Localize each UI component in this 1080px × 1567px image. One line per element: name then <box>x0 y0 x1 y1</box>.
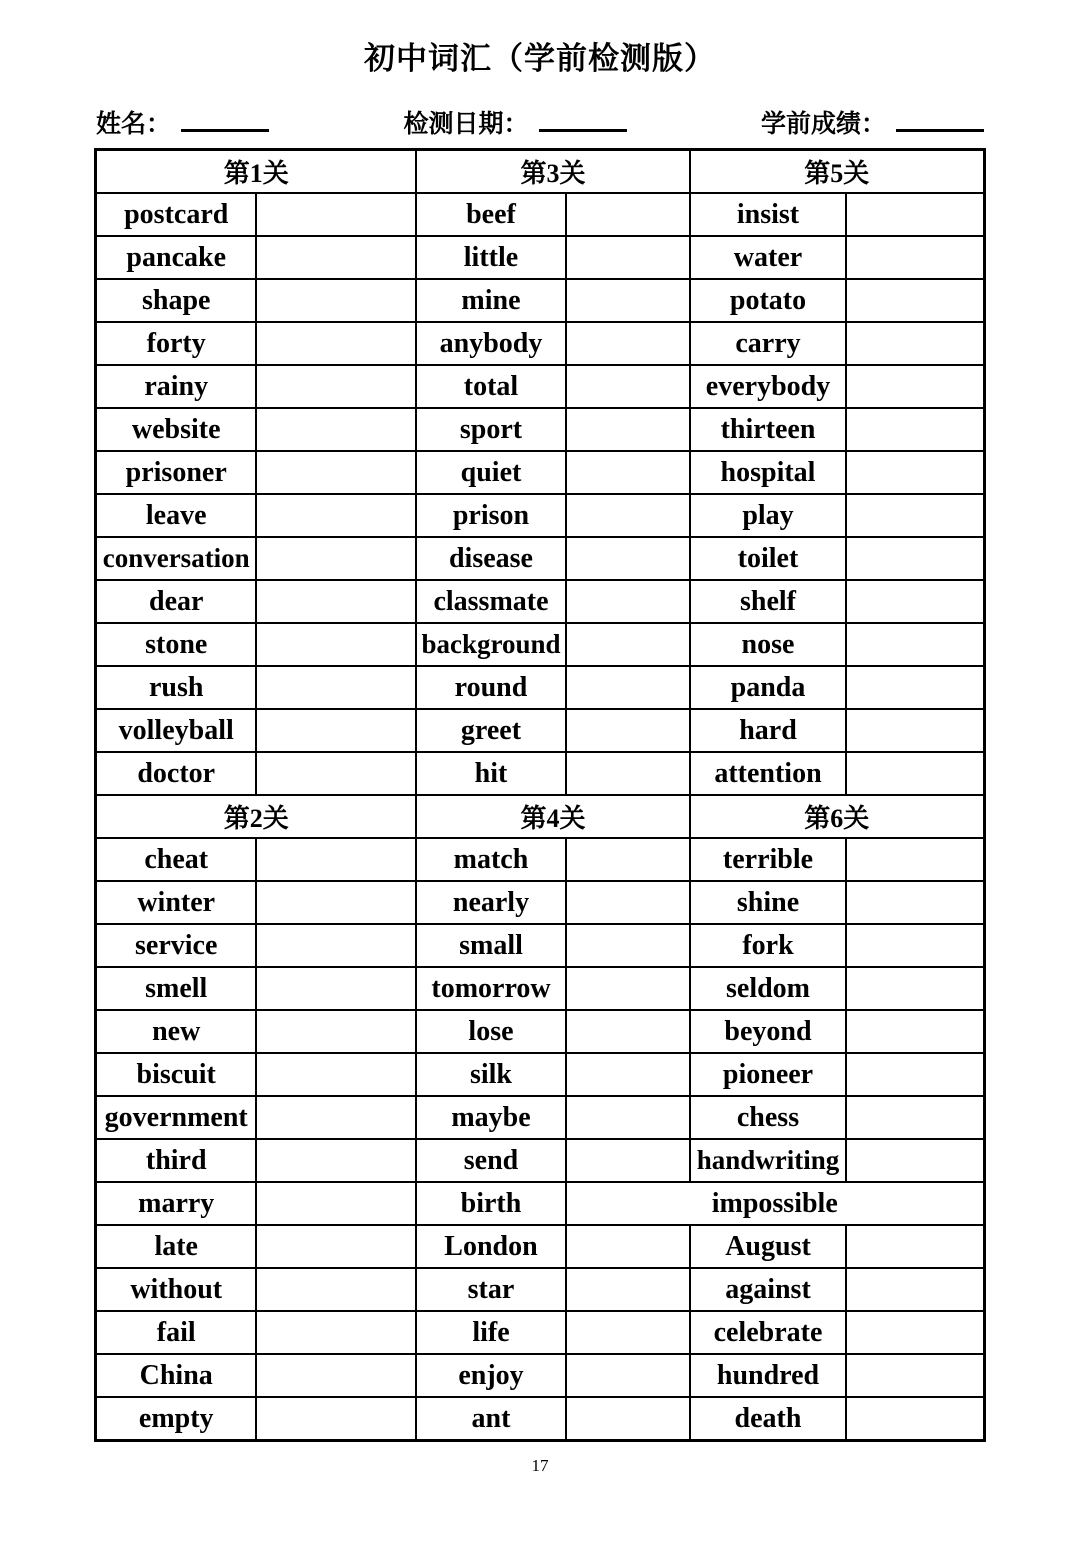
word-label: website <box>131 413 221 445</box>
word-cell <box>690 709 846 752</box>
pretest-score-field <box>761 101 984 140</box>
answer-cell[interactable] <box>846 279 984 322</box>
word-cell <box>690 1311 846 1354</box>
word-cell <box>96 1010 256 1053</box>
word-cell <box>690 924 846 967</box>
test-date-field <box>403 101 626 140</box>
answer-cell[interactable] <box>846 967 984 1010</box>
word-label: background <box>421 629 561 660</box>
answer-cell[interactable] <box>846 365 984 408</box>
word-label: beyond <box>724 1015 812 1047</box>
word-label: round <box>454 671 528 703</box>
word-cell <box>566 1182 984 1225</box>
answer-cell[interactable] <box>256 451 416 494</box>
word-label: send <box>463 1144 519 1176</box>
word-label: hit <box>474 757 508 789</box>
section-header: 第1关 <box>96 150 416 194</box>
answer-cell[interactable] <box>846 1010 984 1053</box>
word-label: small <box>459 929 523 961</box>
answer-cell[interactable] <box>566 1139 690 1182</box>
page-title: 初中词汇（学前检测版） <box>364 41 716 76</box>
answer-cell[interactable] <box>566 193 690 236</box>
section-header: 第4关 <box>416 795 690 838</box>
word-cell <box>416 494 566 537</box>
test-date-label: 检测日期： <box>403 111 529 139</box>
word-cell <box>96 1311 256 1354</box>
word-cell <box>690 1139 846 1182</box>
answer-cell[interactable] <box>846 1397 984 1441</box>
word-label: empty <box>138 1402 214 1434</box>
answer-cell[interactable] <box>256 666 416 709</box>
answer-cell[interactable] <box>846 451 984 494</box>
answer-cell[interactable] <box>566 580 690 623</box>
answer-cell[interactable] <box>846 1096 984 1139</box>
answer-cell[interactable] <box>256 752 416 795</box>
answer-cell[interactable] <box>846 1225 984 1268</box>
name-blank[interactable] <box>181 101 269 132</box>
word-cell <box>96 1397 256 1441</box>
word-label: nearly <box>452 886 530 918</box>
word-cell <box>416 279 566 322</box>
word-cell <box>690 580 846 623</box>
answer-cell[interactable] <box>566 752 690 795</box>
word-cell <box>416 322 566 365</box>
word-label: ant <box>471 1402 511 1434</box>
answer-cell[interactable] <box>846 236 984 279</box>
word-label: anybody <box>439 327 543 359</box>
word-label: prisoner <box>125 456 227 488</box>
answer-cell[interactable] <box>846 881 984 924</box>
word-label: insist <box>736 198 800 230</box>
word-label: everybody <box>705 370 831 402</box>
answer-cell[interactable] <box>566 1010 690 1053</box>
word-cell <box>690 623 846 666</box>
answer-cell[interactable] <box>256 1139 416 1182</box>
word-cell <box>690 1010 846 1053</box>
answer-cell[interactable] <box>566 666 690 709</box>
word-label: pancake <box>126 241 226 273</box>
answer-cell[interactable] <box>256 1010 416 1053</box>
word-label: little <box>463 241 519 273</box>
answer-cell[interactable] <box>566 1311 690 1354</box>
answer-cell[interactable] <box>846 1139 984 1182</box>
name-label: 姓名： <box>96 111 172 139</box>
word-cell <box>96 365 256 408</box>
word-cell <box>690 1354 846 1397</box>
answer-cell[interactable] <box>846 709 984 752</box>
word-cell <box>96 881 256 924</box>
answer-cell[interactable] <box>256 537 416 580</box>
answer-cell[interactable] <box>256 881 416 924</box>
word-cell <box>690 365 846 408</box>
word-cell <box>416 1096 566 1139</box>
word-label: tomorrow <box>431 972 551 1004</box>
answer-cell[interactable] <box>846 666 984 709</box>
answer-cell[interactable] <box>846 322 984 365</box>
word-cell <box>416 623 566 666</box>
word-label: government <box>104 1101 248 1133</box>
answer-cell[interactable] <box>256 1397 416 1441</box>
answer-cell[interactable] <box>566 1053 690 1096</box>
answer-cell[interactable] <box>846 838 984 881</box>
word-label: enjoy <box>458 1359 524 1391</box>
word-cell <box>416 1225 566 1268</box>
word-label: leave <box>145 499 207 531</box>
answer-cell[interactable] <box>256 494 416 537</box>
test-date-blank[interactable] <box>539 101 627 132</box>
word-cell <box>690 1053 846 1096</box>
word-label: death <box>734 1402 802 1434</box>
word-label: China <box>139 1359 213 1391</box>
word-cell <box>416 580 566 623</box>
answer-cell[interactable] <box>256 580 416 623</box>
word-label: doctor <box>137 757 216 789</box>
answer-cell[interactable] <box>256 1311 416 1354</box>
section-header: 第5关 <box>690 150 984 194</box>
word-label: winter <box>137 886 216 918</box>
word-cell <box>690 967 846 1010</box>
name-field <box>96 101 269 140</box>
word-cell <box>416 967 566 1010</box>
answer-cell[interactable] <box>846 494 984 537</box>
word-cell <box>96 1096 256 1139</box>
word-label: August <box>725 1230 811 1262</box>
word-label: fork <box>742 929 794 961</box>
word-label: biscuit <box>136 1058 216 1090</box>
word-label: mine <box>461 284 521 316</box>
answer-cell[interactable] <box>566 322 690 365</box>
word-label: London <box>444 1230 538 1262</box>
word-cell <box>96 924 256 967</box>
word-label: smell <box>145 972 208 1004</box>
word-cell <box>690 1268 846 1311</box>
word-cell <box>416 1053 566 1096</box>
answer-cell[interactable] <box>256 1354 416 1397</box>
word-cell <box>690 322 846 365</box>
answer-cell[interactable] <box>846 1354 984 1397</box>
word-cell <box>96 623 256 666</box>
answer-cell[interactable] <box>256 1268 416 1311</box>
answer-cell[interactable] <box>566 1268 690 1311</box>
word-label: carry <box>735 327 801 359</box>
word-cell <box>96 1354 256 1397</box>
word-label: quiet <box>460 456 522 488</box>
word-label: chess <box>736 1101 800 1133</box>
word-label: sport <box>459 413 523 445</box>
answer-cell[interactable] <box>256 1182 416 1225</box>
word-label: forty <box>146 327 206 359</box>
answer-cell[interactable] <box>566 924 690 967</box>
word-label: rush <box>148 671 204 703</box>
word-cell <box>96 1182 256 1225</box>
word-label: postcard <box>124 198 229 230</box>
word-cell <box>416 1139 566 1182</box>
header-fields <box>96 101 984 140</box>
word-label: cheat <box>144 843 209 875</box>
word-cell <box>96 1053 256 1096</box>
word-cell <box>690 279 846 322</box>
answer-cell[interactable] <box>846 623 984 666</box>
word-cell <box>690 666 846 709</box>
answer-cell[interactable] <box>256 322 416 365</box>
word-label: service <box>135 929 218 961</box>
word-cell <box>416 1182 566 1225</box>
answer-cell[interactable] <box>846 924 984 967</box>
word-label: late <box>154 1230 198 1262</box>
answer-cell[interactable] <box>566 279 690 322</box>
word-cell <box>690 451 846 494</box>
word-label: greet <box>460 714 522 746</box>
word-label: hundred <box>716 1359 820 1391</box>
answer-cell[interactable] <box>846 1053 984 1096</box>
word-cell <box>416 1311 566 1354</box>
word-cell <box>690 494 846 537</box>
answer-cell[interactable] <box>566 1397 690 1441</box>
word-label: potato <box>729 284 807 316</box>
word-label: match <box>453 843 529 875</box>
word-label: hard <box>739 714 797 746</box>
word-cell <box>416 451 566 494</box>
word-label: third <box>145 1144 207 1176</box>
answer-cell[interactable] <box>256 967 416 1010</box>
word-cell <box>690 193 846 236</box>
pretest-score-label: 学前成绩： <box>760 111 886 139</box>
answer-cell[interactable] <box>256 838 416 881</box>
word-label: lose <box>468 1015 514 1047</box>
page-number: 17 <box>531 1456 549 1476</box>
word-label: fail <box>156 1316 196 1348</box>
answer-cell[interactable] <box>846 408 984 451</box>
answer-cell[interactable] <box>566 1354 690 1397</box>
word-cell <box>690 408 846 451</box>
word-label: panda <box>730 671 806 703</box>
word-cell <box>690 1397 846 1441</box>
word-cell <box>690 752 846 795</box>
word-label: thirteen <box>720 413 816 445</box>
word-label: play <box>742 499 794 531</box>
answer-cell[interactable] <box>566 1225 690 1268</box>
word-label: prison <box>452 499 530 531</box>
word-cell <box>96 537 256 580</box>
word-cell <box>690 838 846 881</box>
word-label: shape <box>141 284 211 316</box>
pretest-score-blank[interactable] <box>896 101 984 132</box>
answer-cell[interactable] <box>566 709 690 752</box>
word-label: birth <box>460 1187 522 1219</box>
word-cell <box>96 1139 256 1182</box>
answer-cell[interactable] <box>846 537 984 580</box>
word-label: against <box>725 1273 811 1305</box>
answer-cell[interactable] <box>256 1053 416 1096</box>
word-cell <box>416 666 566 709</box>
word-cell <box>96 752 256 795</box>
answer-cell[interactable] <box>256 1225 416 1268</box>
word-cell <box>96 408 256 451</box>
word-cell <box>416 1397 566 1441</box>
word-cell <box>416 709 566 752</box>
word-cell <box>96 838 256 881</box>
word-label: shelf <box>740 585 796 617</box>
word-cell <box>416 537 566 580</box>
answer-cell[interactable] <box>256 709 416 752</box>
word-label: beef <box>466 198 516 230</box>
word-cell <box>96 193 256 236</box>
word-cell <box>416 193 566 236</box>
answer-cell[interactable] <box>566 881 690 924</box>
word-label: impossible <box>711 1187 838 1219</box>
answer-cell[interactable] <box>566 494 690 537</box>
word-label: celebrate <box>713 1316 823 1348</box>
word-cell <box>690 881 846 924</box>
word-label: handwriting <box>696 1145 840 1176</box>
word-label: maybe <box>451 1101 531 1133</box>
word-cell <box>416 408 566 451</box>
answer-cell[interactable] <box>566 967 690 1010</box>
word-label: total <box>463 370 519 402</box>
word-cell <box>96 236 256 279</box>
word-label: terrible <box>722 843 814 875</box>
answer-cell[interactable] <box>846 193 984 236</box>
word-cell <box>96 709 256 752</box>
answer-cell[interactable] <box>846 1268 984 1311</box>
answer-cell[interactable] <box>566 1096 690 1139</box>
word-cell <box>96 1268 256 1311</box>
word-label: classmate <box>433 585 549 617</box>
word-cell <box>96 580 256 623</box>
answer-cell[interactable] <box>256 408 416 451</box>
word-label: seldom <box>726 972 810 1004</box>
word-label: conversation <box>102 543 250 574</box>
word-label: life <box>472 1316 510 1348</box>
word-cell <box>96 322 256 365</box>
word-label: toilet <box>737 542 799 574</box>
answer-cell[interactable] <box>256 924 416 967</box>
section-header: 第3关 <box>416 150 690 194</box>
answer-cell[interactable] <box>846 1311 984 1354</box>
word-cell <box>96 666 256 709</box>
word-label: dear <box>149 585 204 617</box>
word-cell <box>416 838 566 881</box>
word-label: silk <box>469 1058 512 1090</box>
answer-cell[interactable] <box>256 236 416 279</box>
word-label: volleyball <box>118 714 234 746</box>
answer-cell[interactable] <box>256 365 416 408</box>
word-cell <box>416 924 566 967</box>
word-cell <box>416 1010 566 1053</box>
word-label: rainy <box>144 370 209 402</box>
word-cell <box>416 236 566 279</box>
word-label: disease <box>448 542 533 574</box>
word-label: shine <box>736 886 800 918</box>
word-cell <box>690 236 846 279</box>
word-label: water <box>733 241 803 273</box>
word-label: marry <box>138 1187 215 1219</box>
answer-cell[interactable] <box>566 408 690 451</box>
section-header: 第2关 <box>96 795 416 838</box>
answer-cell[interactable] <box>846 752 984 795</box>
word-label: hospital <box>720 456 816 488</box>
word-label: star <box>467 1273 515 1305</box>
word-cell <box>96 451 256 494</box>
answer-cell[interactable] <box>256 279 416 322</box>
answer-cell[interactable] <box>566 838 690 881</box>
answer-cell[interactable] <box>566 236 690 279</box>
word-cell <box>416 365 566 408</box>
word-label: pioneer <box>722 1058 814 1090</box>
word-label: nose <box>741 628 795 660</box>
word-cell <box>690 1096 846 1139</box>
answer-cell[interactable] <box>256 1096 416 1139</box>
word-cell <box>96 279 256 322</box>
word-cell <box>690 537 846 580</box>
word-label: stone <box>145 628 208 660</box>
word-cell <box>96 1225 256 1268</box>
word-cell <box>416 752 566 795</box>
answer-cell[interactable] <box>566 623 690 666</box>
vocab-table <box>94 148 985 1442</box>
word-cell <box>96 967 256 1010</box>
word-cell <box>416 881 566 924</box>
word-cell <box>690 1225 846 1268</box>
answer-cell[interactable] <box>566 451 690 494</box>
word-label: attention <box>714 757 822 789</box>
answer-cell[interactable] <box>566 537 690 580</box>
word-cell <box>416 1268 566 1311</box>
word-label: without <box>130 1273 223 1305</box>
answer-cell[interactable] <box>846 580 984 623</box>
word-cell <box>96 494 256 537</box>
section-header: 第6关 <box>690 795 984 838</box>
answer-cell[interactable] <box>256 623 416 666</box>
word-cell <box>416 1354 566 1397</box>
answer-cell[interactable] <box>566 365 690 408</box>
word-label: new <box>152 1015 201 1047</box>
answer-cell[interactable] <box>256 193 416 236</box>
